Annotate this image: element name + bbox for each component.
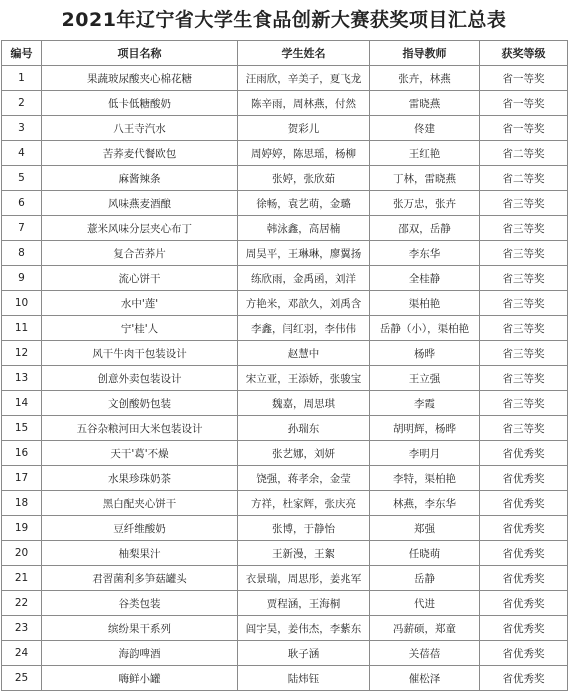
cell-no: 13: [2, 366, 42, 391]
cell-project: 八王寺汽水: [42, 116, 238, 141]
cell-teacher: 胡明辉，杨晔: [370, 416, 480, 441]
cell-students: 贺彩儿: [238, 116, 370, 141]
cell-teacher: 王立强: [370, 366, 480, 391]
cell-award: 省优秀奖: [480, 666, 568, 691]
cell-no: 10: [2, 291, 42, 316]
cell-no: 16: [2, 441, 42, 466]
table-row: [2, 366, 568, 391]
cell-project: 君習菌利多笋菇罐头: [42, 566, 238, 591]
table-row: [2, 266, 568, 291]
table-row: [2, 316, 568, 341]
cell-award: 省三等奖: [480, 191, 568, 216]
cell-teacher: 郑强: [370, 516, 480, 541]
cell-teacher: 佟建: [370, 116, 480, 141]
cell-students: 周昊平，王琳琳，廖翼扬: [238, 241, 370, 266]
cell-project: 水果珍珠奶茶: [42, 466, 238, 491]
table-row: [2, 216, 568, 241]
cell-no: 17: [2, 466, 42, 491]
cell-no: 2: [2, 91, 42, 116]
header-no: 编号: [2, 41, 42, 66]
cell-students: 方祥，杜家辉，张庆亮: [238, 491, 370, 516]
cell-award: 省优秀奖: [480, 491, 568, 516]
cell-project: 谷类包装: [42, 591, 238, 616]
cell-no: 3: [2, 116, 42, 141]
cell-no: 24: [2, 641, 42, 666]
cell-teacher: 丁林，雷晓燕: [370, 166, 480, 191]
table-row: [2, 641, 568, 666]
cell-students: 魏嘉，周思琪: [238, 391, 370, 416]
cell-project: 风味燕麦酒酿: [42, 191, 238, 216]
cell-students: 衣景瑞，周思彤，姜兆军: [238, 566, 370, 591]
cell-teacher: 李霞: [370, 391, 480, 416]
table-row: [2, 391, 568, 416]
cell-students: 李鑫，闫红羽，李伟伟: [238, 316, 370, 341]
cell-award: 省一等奖: [480, 66, 568, 91]
cell-award: 省二等奖: [480, 141, 568, 166]
cell-project: 黑白配夹心饼干: [42, 491, 238, 516]
cell-no: 19: [2, 516, 42, 541]
cell-teacher: 王红艳: [370, 141, 480, 166]
cell-students: 张博，于静怡: [238, 516, 370, 541]
cell-project: 复合苦荞片: [42, 241, 238, 266]
cell-award: 省优秀奖: [480, 616, 568, 641]
cell-award: 省三等奖: [480, 216, 568, 241]
cell-award: 省三等奖: [480, 291, 568, 316]
cell-award: 省优秀奖: [480, 566, 568, 591]
cell-students: 闾宇昊，姜伟杰，李紫东: [238, 616, 370, 641]
cell-teacher: 催松泽: [370, 666, 480, 691]
table-row: [2, 116, 568, 141]
cell-award: 省三等奖: [480, 316, 568, 341]
cell-teacher: 岳静: [370, 566, 480, 591]
table-row: [2, 541, 568, 566]
table-header-row: [2, 41, 568, 66]
cell-award: 省优秀奖: [480, 641, 568, 666]
cell-no: 22: [2, 591, 42, 616]
cell-students: 孙瑞东: [238, 416, 370, 441]
cell-teacher: 渠柏艳: [370, 291, 480, 316]
cell-no: 8: [2, 241, 42, 266]
cell-award: 省二等奖: [480, 166, 568, 191]
cell-no: 12: [2, 341, 42, 366]
cell-no: 20: [2, 541, 42, 566]
cell-project: 嗨鲜小罐: [42, 666, 238, 691]
award-table: [1, 40, 568, 691]
table-body: [2, 66, 568, 691]
header-project: 项目名称: [42, 41, 238, 66]
cell-project: 天干'葛'不燥: [42, 441, 238, 466]
table-row: [2, 191, 568, 216]
cell-students: 周婷婷，陈思瑶，杨柳: [238, 141, 370, 166]
table-row: [2, 66, 568, 91]
cell-students: 耿子涵: [238, 641, 370, 666]
cell-students: 贾程涵，王海桐: [238, 591, 370, 616]
cell-no: 5: [2, 166, 42, 191]
cell-project: 薏米风味分层夹心布丁: [42, 216, 238, 241]
page-title: 2021年辽宁省大学生食品创新大赛获奖项目汇总表: [61, 9, 507, 31]
table-row: [2, 666, 568, 691]
cell-students: 陆炜钰: [238, 666, 370, 691]
cell-no: 4: [2, 141, 42, 166]
table-row: [2, 491, 568, 516]
cell-no: 9: [2, 266, 42, 291]
cell-no: 1: [2, 66, 42, 91]
cell-project: 流心饼干: [42, 266, 238, 291]
cell-teacher: 雷晓燕: [370, 91, 480, 116]
cell-project: 低卡低糖酸奶: [42, 91, 238, 116]
cell-teacher: 张卉，林燕: [370, 66, 480, 91]
cell-students: 韩泳鑫，高居楠: [238, 216, 370, 241]
cell-teacher: 邵双，岳静: [370, 216, 480, 241]
cell-students: 王新漫，王絮: [238, 541, 370, 566]
cell-teacher: 李明月: [370, 441, 480, 466]
cell-project: 苦荞麦代餐欧包: [42, 141, 238, 166]
cell-students: 张艺娜，刘妍: [238, 441, 370, 466]
cell-no: 21: [2, 566, 42, 591]
table-row: [2, 91, 568, 116]
cell-teacher: 任晓萌: [370, 541, 480, 566]
table-row: [2, 591, 568, 616]
cell-students: 陈辛雨，周林燕，付然: [238, 91, 370, 116]
cell-no: 23: [2, 616, 42, 641]
cell-no: 15: [2, 416, 42, 441]
cell-award: 省优秀奖: [480, 466, 568, 491]
cell-no: 25: [2, 666, 42, 691]
cell-teacher: 关蓓蓓: [370, 641, 480, 666]
cell-teacher: 代进: [370, 591, 480, 616]
cell-project: 宁'桂'人: [42, 316, 238, 341]
table-row: [2, 141, 568, 166]
cell-award: 省三等奖: [480, 241, 568, 266]
table-row: [2, 616, 568, 641]
cell-teacher: 林燕，李东华: [370, 491, 480, 516]
table-row: [2, 516, 568, 541]
cell-students: 赵慧中: [238, 341, 370, 366]
cell-project: 文创酸奶包装: [42, 391, 238, 416]
cell-award: 省一等奖: [480, 91, 568, 116]
cell-project: 五谷杂粮河田大米包装设计: [42, 416, 238, 441]
cell-teacher: 全桂静: [370, 266, 480, 291]
cell-students: 汪雨欣，辛美子，夏飞龙: [238, 66, 370, 91]
cell-award: 省三等奖: [480, 391, 568, 416]
table-row: [2, 416, 568, 441]
cell-students: 徐畅，袁艺萌，金璐: [238, 191, 370, 216]
header-teacher: 指导教师: [370, 41, 480, 66]
cell-award: 省优秀奖: [480, 541, 568, 566]
cell-project: 水中'莲': [42, 291, 238, 316]
cell-award: 省三等奖: [480, 366, 568, 391]
cell-students: 张婷，张欣茹: [238, 166, 370, 191]
cell-teacher: 张万忠，张卉: [370, 191, 480, 216]
cell-project: 创意外卖包装设计: [42, 366, 238, 391]
cell-award: 省优秀奖: [480, 516, 568, 541]
cell-project: 豆纤维酸奶: [42, 516, 238, 541]
cell-project: 麻酱辣条: [42, 166, 238, 191]
table-row: [2, 566, 568, 591]
header-award: 获奖等级: [480, 41, 568, 66]
header-students: 学生姓名: [238, 41, 370, 66]
cell-teacher: 李特，渠柏艳: [370, 466, 480, 491]
table-row: [2, 241, 568, 266]
table-row: [2, 341, 568, 366]
cell-no: 11: [2, 316, 42, 341]
cell-project: 缤纷果干系列: [42, 616, 238, 641]
cell-award: 省三等奖: [480, 416, 568, 441]
table-row: [2, 441, 568, 466]
cell-no: 18: [2, 491, 42, 516]
cell-teacher: 李东华: [370, 241, 480, 266]
cell-students: 宋立亚，王添娇，张骏宝: [238, 366, 370, 391]
cell-award: 省优秀奖: [480, 591, 568, 616]
cell-award: 省一等奖: [480, 116, 568, 141]
cell-students: 练欣雨，金禹函，刘洋: [238, 266, 370, 291]
cell-teacher: 冯薪硕，郑童: [370, 616, 480, 641]
table-row: [2, 166, 568, 191]
cell-students: 方艳米，邓歆久，刘禹含: [238, 291, 370, 316]
cell-project: 海韵啤酒: [42, 641, 238, 666]
cell-teacher: 杨晔: [370, 341, 480, 366]
cell-no: 14: [2, 391, 42, 416]
table-row: [2, 291, 568, 316]
cell-no: 7: [2, 216, 42, 241]
cell-teacher: 岳静（小），渠柏艳: [370, 316, 480, 341]
table-row: [2, 466, 568, 491]
cell-project: 柚梨果汁: [42, 541, 238, 566]
cell-award: 省三等奖: [480, 266, 568, 291]
cell-students: 饶强，蒋孝余，金莹: [238, 466, 370, 491]
cell-award: 省优秀奖: [480, 441, 568, 466]
cell-project: 果蔬玻尿酸夹心棉花糖: [42, 66, 238, 91]
cell-project: 风干牛肉干包装设计: [42, 341, 238, 366]
cell-award: 省三等奖: [480, 341, 568, 366]
cell-no: 6: [2, 191, 42, 216]
